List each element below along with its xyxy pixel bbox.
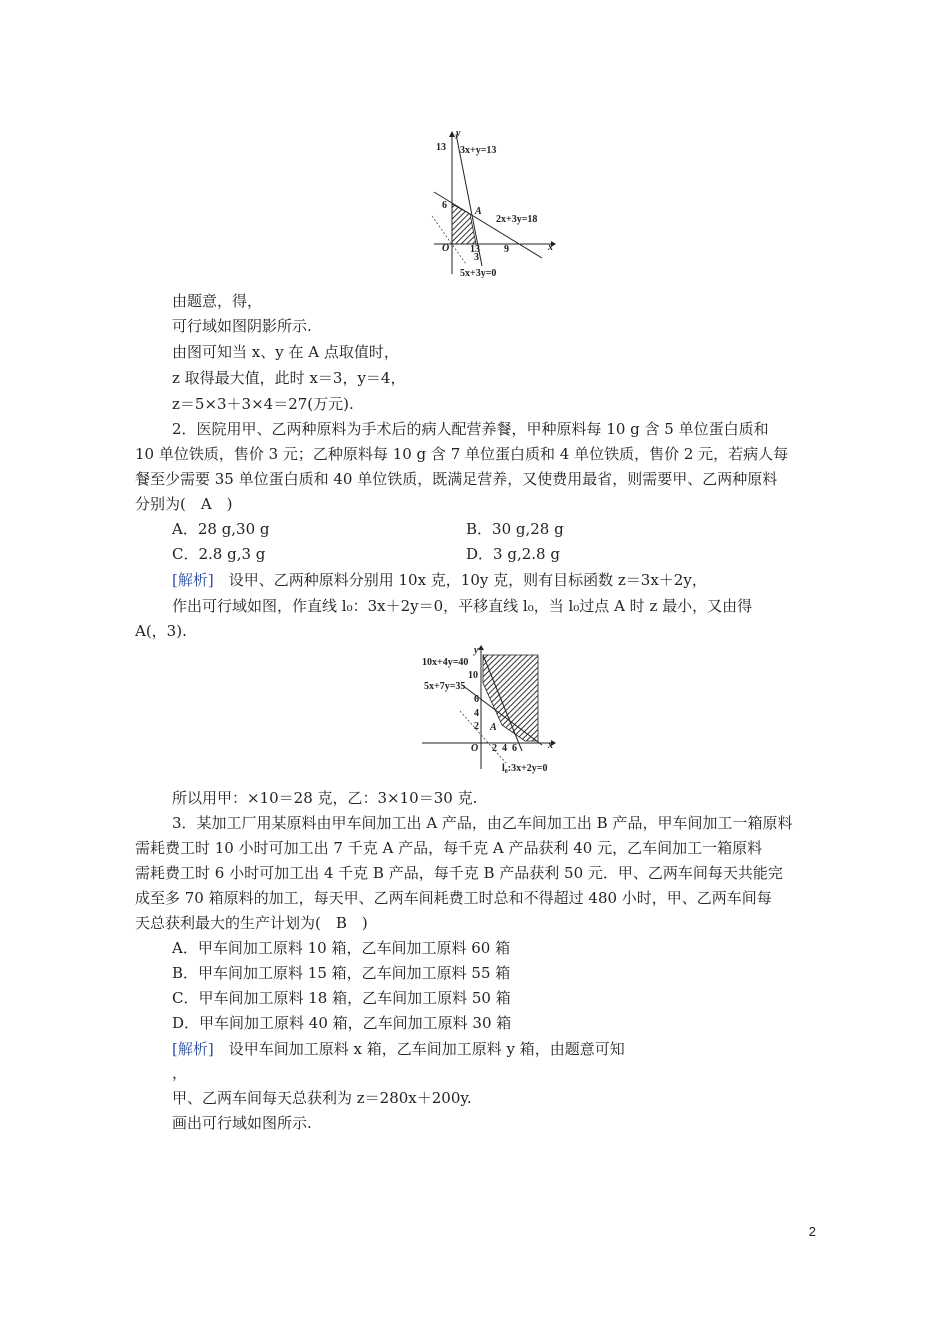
fig2-tick-4: 4 [474,708,479,719]
fig1-tick-9: 9 [504,244,509,255]
q2-conclusion: 所以用甲：×10＝28 克，乙：3×10＝30 克. [172,789,478,807]
page-number: 2 [808,1224,816,1239]
q3-analysis-line-3: 甲、乙两车间每天总获利为 z＝280x＋200y. [172,1089,472,1107]
q2-line-1: 2．医院用甲、乙两种原料为手术后的病人配营养餐，甲种原料每 10 g 含 5 单位蛋白质和 [172,420,769,438]
q2-analysis-line-3: A(，3). [135,622,187,640]
fig1-origin: O [442,243,450,254]
q2-analysis-line-1 [172,570,707,590]
fig1-tick-6-y: 6 [442,200,447,211]
feasible-region-figure-2 [418,645,564,775]
fig2-tick-x4: 4 [502,743,507,754]
fig2-tick-2: 2 [474,721,479,732]
q3-line-3: 需耗费工时 6 小时可加工出 4 千克 B 产品，每千克 B 产品获利 50 元．甲、乙两车间每天共能完 [135,864,783,882]
q2-line-3: 餐至少需要 35 单位蛋白质和 40 单位铁质，既满足营养，又使费用最省，则需要甲、乙两种原料 [135,470,778,488]
q2-line-2: 10 单位铁质，售价 3 元；乙种原料每 10 g 含 7 单位蛋白质和 4 单位铁质，售价 2 元，若病人每 [135,445,789,463]
q3-option-a: A．甲车间加工原料 10 箱，乙车间加工原料 60 箱 [172,939,511,957]
q3-option-c: C．甲车间加工原料 18 箱，乙车间加工原料 50 箱 [172,989,511,1007]
fig1-tick-13-y: 13 [436,142,446,153]
feasible-region-figure-1 [420,126,560,278]
fig1-eq2: 2x+3y=18 [496,214,538,225]
fig2-eq3: l₀:3x+2y=0 [502,763,548,774]
fig2-tick-x2: 2 [492,743,497,754]
fig2-x-label: x [548,740,553,751]
fig1-x-label: x [548,242,553,253]
q3-analysis-line-1 [172,1039,625,1059]
fig2-y-label: y [474,645,479,656]
q3-line-5: 天总获利最大的生产计划为( B ) [135,914,368,932]
q3-analysis-text-1: 设甲车间加工原料 x 箱，乙车间加工原料 y 箱，由题意可知 [213,1040,625,1058]
fig2-eq1: 10x+4y=40 [422,657,469,668]
q2-analysis-text-1: 设甲、乙两种原料分别用 10x 克，10y 克，则有目标函数 z＝3x＋2y， [213,571,707,589]
fig2-origin: O [471,743,479,754]
q3-line-4: 成至多 70 箱原料的加工，每天甲、乙两车间耗费工时总和不得超过 480 小时，甲、乙两车间每 [135,889,772,907]
sol1-line-1: 由题意，得， [172,292,263,310]
sol1-line-2: 可行域如图阴影所示. [172,317,312,335]
q3-option-d: D．甲车间加工原料 40 箱，乙车间加工原料 30 箱 [172,1014,512,1032]
sol1-line-5: z＝5×3＋3×4＝27(万元). [172,395,354,413]
q2-option-d: D．3 g,2.8 g [466,545,560,563]
sol1-line-3: 由图可知当 x、y 在 A 点取值时， [172,343,399,361]
fig1-point-a: A [475,206,482,217]
q3-analysis-line-4: 画出可行域如图所示. [172,1114,312,1132]
q2-option-b: B．30 g,28 g [466,520,564,538]
fig1-tick-3: 3 [474,252,479,263]
fig2-point-a: A [490,722,497,733]
q2-analysis-line-2: 作出可行域如图，作直线 l₀：3x＋2y＝0，平移直线 l₀，当 l₀过点 A 时 z 最小，又由得 [172,597,753,615]
q2-option-a: A．28 g,30 g [172,520,270,538]
q3-line-2: 需耗费工时 10 小时可加工出 7 千克 A 产品，每千克 A 产品获利 40 元，乙车间加工一箱原料 [135,839,763,857]
q2-line-4: 分别为( A ) [135,495,233,513]
q3-analysis-line-2: ， [172,1064,188,1082]
sol1-line-4: z 取得最大值，此时 x＝3，y＝4， [172,369,406,387]
q2-analysis-tag: [解析] [172,571,214,589]
fig1-tick-13-x: 13 [470,244,480,255]
fig2-tick-6: 6 [474,694,479,705]
q2-option-c: C．2.8 g,3 g [172,545,266,563]
q3-analysis-tag: [解析] [172,1040,214,1058]
fig2-tick-10: 10 [468,670,478,681]
fig1-eq3: 5x+3y=0 [460,268,497,278]
fig2-tick-x6: 6 [512,743,517,754]
q3-option-b: B．甲车间加工原料 15 箱，乙车间加工原料 55 箱 [172,964,511,982]
fig1-eq1: 3x+y=13 [460,145,497,156]
fig1-y-label: y [456,128,461,139]
fig2-eq2: 5x+7y=35 [424,681,466,692]
q3-line-1: 3．某加工厂用某原料由甲车间加工出 A 产品，由乙车间加工出 B 产品，甲车间加工一箱原料 [172,814,793,832]
